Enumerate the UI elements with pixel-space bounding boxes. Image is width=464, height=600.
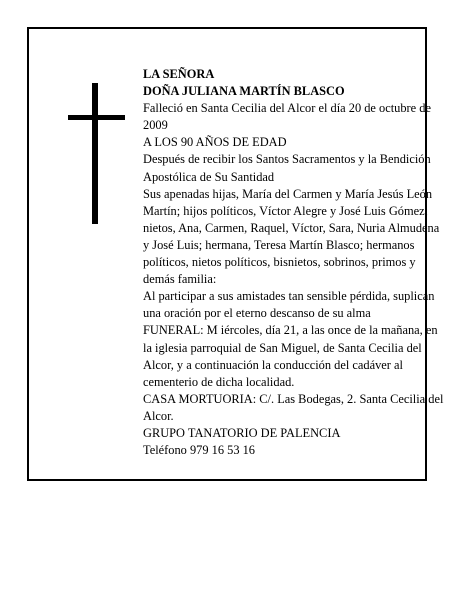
- death-notice: Falleció en Santa Cecilia del Alcor el día 20 de octubre de 2009: [143, 101, 431, 133]
- phone-number: Teléfono 979 16 53 16: [143, 443, 256, 458]
- title-line-1: LA SEÑORA: [143, 67, 215, 81]
- cross-icon: [92, 83, 98, 224]
- funeral-details: FUNERAL: M iércoles, día 21, a las once de la mañana, en la iglesia parroquial de San Miguel, de Santa Cecilia del Alcor, y a continuación la conducción del cadáver al cementerio de dicha localidad.: [143, 323, 438, 389]
- obituary-card: [27, 27, 444, 481]
- age-line: A LOS 90 AÑOS DE EDAD: [143, 135, 287, 150]
- mortuary-house: CASA MORTUORIA: C/. Las Bodegas, 2. Santa Cecilia del Alcor.: [143, 391, 444, 423]
- funeral-home: GRUPO TANATORIO DE PALENCIA: [143, 425, 341, 440]
- prayer-request: Al participar a sus amistades tan sensible pérdida, suplican una oración por el eterno descanso de su alma: [143, 289, 435, 321]
- cross-icon-bar: [68, 115, 125, 120]
- sacraments-line: Después de recibir los Santos Sacramentos y la Bendición Apostólica de Su Santidad: [143, 152, 431, 184]
- deceased-name: DOÑA JULIANA MARTÍN BLASCO: [143, 84, 345, 99]
- obituary-text: [143, 66, 448, 459]
- family-paragraph: Sus apenadas hijas, María del Carmen y María Jesús León Martín; hijos políticos, Víctor Alegre y José Luis Gómez; nietos, Ana, Carmen, Raquel, Víctor, Sara, Nuria Almudena y José Luis; hermana, Teresa Martín Blasco; hermanos políticos, nietos políticos, bisnietos, sobrinos, primos y demás familia:: [143, 186, 440, 287]
